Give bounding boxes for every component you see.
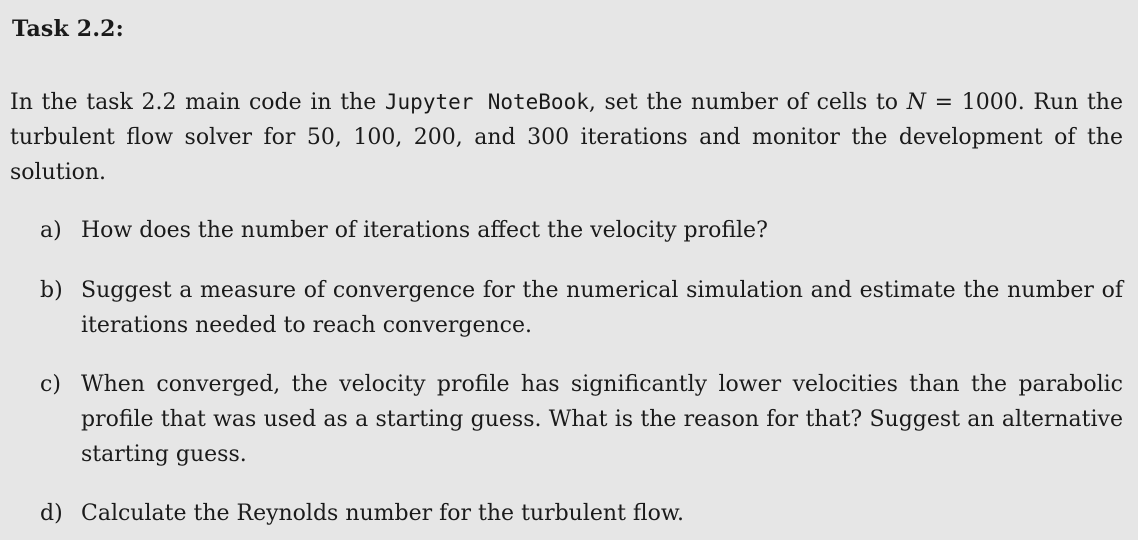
question-item-d <box>40 496 1123 531</box>
intro-text-2: , set the number of cells to <box>588 90 907 115</box>
item-text: Suggest a measure of convergence for the numerical simulation and estimate the number of iterations needed to reach convergence. <box>81 278 1123 338</box>
task-title: Task 2.2: <box>12 16 125 42</box>
intro-text-1: In the task 2.2 main code in the <box>10 90 385 115</box>
question-item-b <box>40 273 1123 343</box>
question-item-c <box>40 367 1123 472</box>
item-label: d) <box>40 501 63 526</box>
question-item-a <box>40 213 1123 248</box>
math-variable: N <box>906 90 926 115</box>
task-intro <box>10 85 1123 190</box>
item-text: When converged, the velocity profile has significantly lower velocities than the parabolic profile that was used as a starting guess. What is the reason for that? Suggest an alternative starting guess. <box>81 372 1123 467</box>
item-label: a) <box>40 218 62 243</box>
intro-text-3: = 1000. Run the turbulent flow solver for 50, 100, 200, and 300 iterations and monitor the development of the solution. <box>10 90 1123 185</box>
code-term: Jupyter NoteBook <box>384 90 589 114</box>
item-text: How does the number of iterations affect the velocity profile? <box>81 218 768 243</box>
item-text: Calculate the Reynolds number for the turbulent flow. <box>81 501 685 526</box>
item-label: c) <box>40 372 61 397</box>
item-label: b) <box>40 278 63 303</box>
